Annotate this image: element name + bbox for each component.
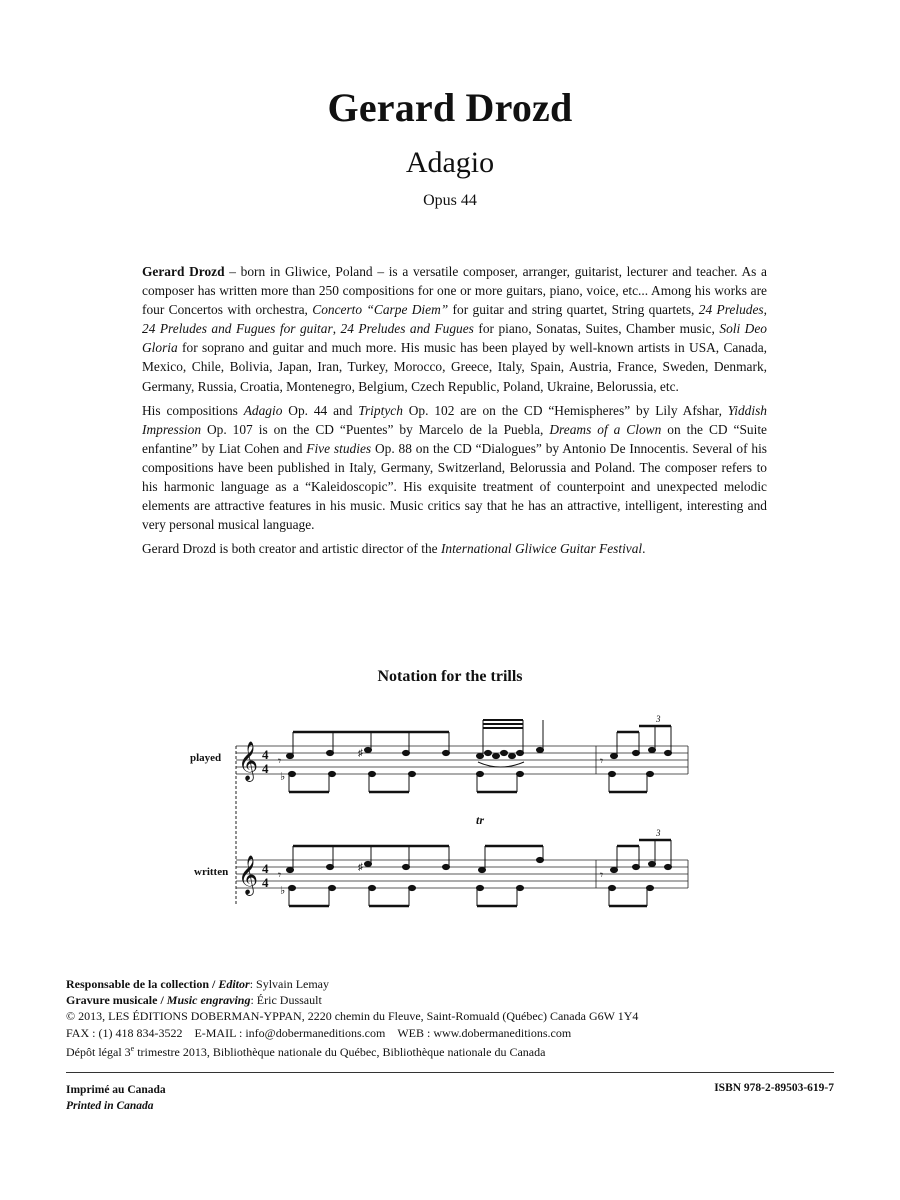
- rest-icon: 𝄾: [278, 754, 282, 768]
- work-title: Adagio: [405, 146, 495, 179]
- trill-mark: tr: [476, 813, 485, 827]
- sharp-icon: ♯: [358, 748, 363, 759]
- bio-paragraph-3: Gerard Drozd is both creator and artistic director of the International Gliwice Guitar Festival.: [142, 541, 646, 557]
- trill-notation-example: [190, 710, 700, 950]
- staff-label-played: played: [190, 752, 222, 764]
- footer-divider: [66, 1072, 834, 1073]
- printed-fr: Imprimé au Canada: [66, 1084, 166, 1096]
- isbn: ISBN 978-2-89503-619-7: [714, 1082, 834, 1094]
- treble-clef-icon: 𝄞: [238, 741, 259, 781]
- flat-icon: ♭: [280, 771, 286, 783]
- sharp-icon: ♯: [358, 862, 363, 873]
- notation-heading: Notation for the trills: [377, 668, 523, 685]
- credit-engraving: Gravure musicale / Music engraving: Éric Dussault: [66, 993, 322, 1008]
- time-sig-bottom: 4: [262, 761, 269, 776]
- triplet-mark: 3: [656, 828, 661, 838]
- triplet-mark: 3: [656, 714, 661, 724]
- credits-block: [66, 976, 836, 1060]
- biography: [142, 262, 767, 563]
- credit-editor: Responsable de la collection / Editor: Sylvain Lemay: [66, 977, 330, 991]
- legal-deposit: Dépôt légal 3e trimestre 2013, Bibliothèque nationale du Québec, Bibliothèque nationale du Canada: [66, 1043, 546, 1059]
- rest-icon: 𝄾: [600, 754, 604, 768]
- written-upper-voice: [278, 813, 672, 882]
- music-staves: [190, 710, 700, 950]
- copyright-line: © 2013, LES ÉDITIONS DOBERMAN-YPPAN, 2220 chemin du Fleuve, Saint-Romuald (Québec) Canada G6W 1Y4: [66, 1009, 639, 1024]
- rest-icon: 𝄾: [278, 868, 282, 882]
- email-address: E-MAIL : info@dobermaneditions.com: [194, 1025, 386, 1040]
- staff-played: [236, 746, 688, 774]
- rest-icon: 𝄾: [600, 868, 604, 882]
- opus-number: Opus 44: [423, 192, 477, 209]
- staff-written: [236, 860, 688, 888]
- time-sig-top: 4: [262, 747, 269, 762]
- treble-clef-icon: 𝄞: [238, 855, 259, 895]
- fax-number: FAX : (1) 418 834-3522: [66, 1025, 183, 1040]
- contact-line: [66, 1025, 836, 1041]
- composer-name: Gerard Drozd: [327, 85, 573, 130]
- staff-label-written: written: [194, 866, 229, 878]
- bio-paragraph-2: His compositions Adagio Op. 44 and Triptych Op. 102 are on the CD “Hemispheres” by Lily Afshar, Yiddish Impression Op. 107 is on the CD “Puentes” by Marcelo de la Puebla, Dreams of a Clown on the CD “Suite enfantine” by Liat Cohen and Five studies Op. 88 on the CD “Dialogues” by Antonio De Innocentis. Several of his compositions have been published in Italy, Germany, Switzerland, Belorussia and Poland. The composer refers to his harmonic language as a “Kaleidoscopic”. His exquisite treatment of counterpoint and unexpected melodic elements are attractive features in his music. Music critics say that he has an attractive, intelligent, interesting and very personal musical language.: [142, 402, 768, 533]
- bio-paragraph-1: Gerard Drozd – born in Gliwice, Poland – is a versatile composer, arranger, guitarist, lecturer and teacher. As a composer has written more than 250 compositions for one or more guitars, piano, voice, etc... Among his works are four Concertos with orchestra, Concerto “Carpe Diem” for guitar and string quartet, String quartets, 24 Preludes, 24 Preludes and Fugues for guitar, 24 Preludes and Fugues for piano, Sonatas, Suites, Chamber music, Soli Deo Gloria for soprano and guitar and much more. His music has been played by well-known artists in USA, Canada, Mexico, Chile, Bolivia, Japan, Iran, Turkey, Morocco, Greece, Italy, Spain, Austria, France, Sweden, Denmark, Germany, Russia, Croatia, Montenegro, Belgium, Czech Republic, Poland, Ukraine, Belorussia, etc.: [142, 264, 767, 394]
- printed-in: [66, 1082, 166, 1114]
- printed-en: Printed in Canada: [66, 1100, 154, 1112]
- time-sig-top: 4: [262, 861, 269, 876]
- time-sig-bottom: 4: [262, 875, 269, 890]
- flat-icon: ♭: [280, 885, 286, 897]
- website: WEB : www.dobermaneditions.com: [397, 1025, 572, 1040]
